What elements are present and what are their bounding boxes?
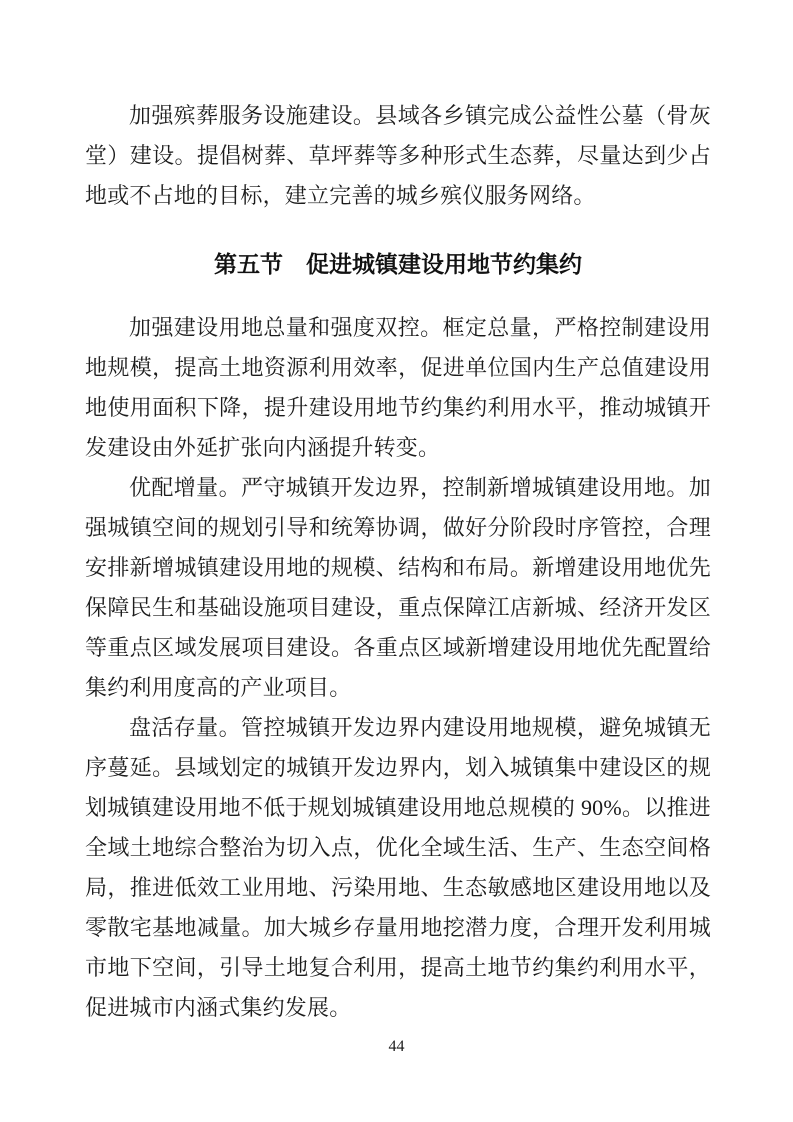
body-paragraph-incremental-allocation: 优配增量。严守城镇开发边界，控制新增城镇建设用地。加强城镇空间的规划引导和统筹协调，做好分阶段时序管控，合理安排新增城镇建设用地的规模、结构和布局。新增建设用地优先保障民生和基础设施项目建设，重点保障江店新城、经济开发区等重点区域发展项目建设。各重点区域新增建设用地优先配置给集约利用度高的产业项目。 (85, 475, 711, 700)
body-paragraph-total-control: 加强建设用地总量和强度双控。框定总量，严格控制建设用地规模，提高土地资源利用效率，促进单位国内生产总值建设用地使用面积下降，提升建设用地节约集约利用水平，推动城镇开发建设由外延扩张向内涵提升转变。 (85, 315, 711, 460)
page-number: 44 (388, 1038, 405, 1055)
section-heading: 第五节 促进城镇建设用地节约集约 (214, 251, 582, 277)
body-paragraph-funeral-facilities: 加强殡葬服务设施建设。县域各乡镇完成公益性公墓（骨灰堂）建设。提倡树葬、草坪葬等多种形式生态葬，尽量达到少占地或不占地的目标，建立完善的城乡殡仪服务网络。 (85, 103, 711, 208)
document-content (85, 96, 711, 1028)
body-paragraph-stock-revitalization: 盘活存量。管控城镇开发边界内建设用地规模，避免城镇无序蔓延。县域划定的城镇开发边界内，划入城镇集中建设区的规划城镇建设用地不低于规划城镇建设用地总规模的 90%。以推进全域土地综合整治为切入点，优化全域生活、生产、生态空间格局，推进低效工业用地、污染用地、生态敏感地区建设用地以及零散宅基地减量。加大城乡存量用地挖潜力度，合理开发利用城市地下空间，引导土地复合利用，提高土地节约集约利用水平，促进城市内涵式集约发展。 (85, 715, 711, 1020)
